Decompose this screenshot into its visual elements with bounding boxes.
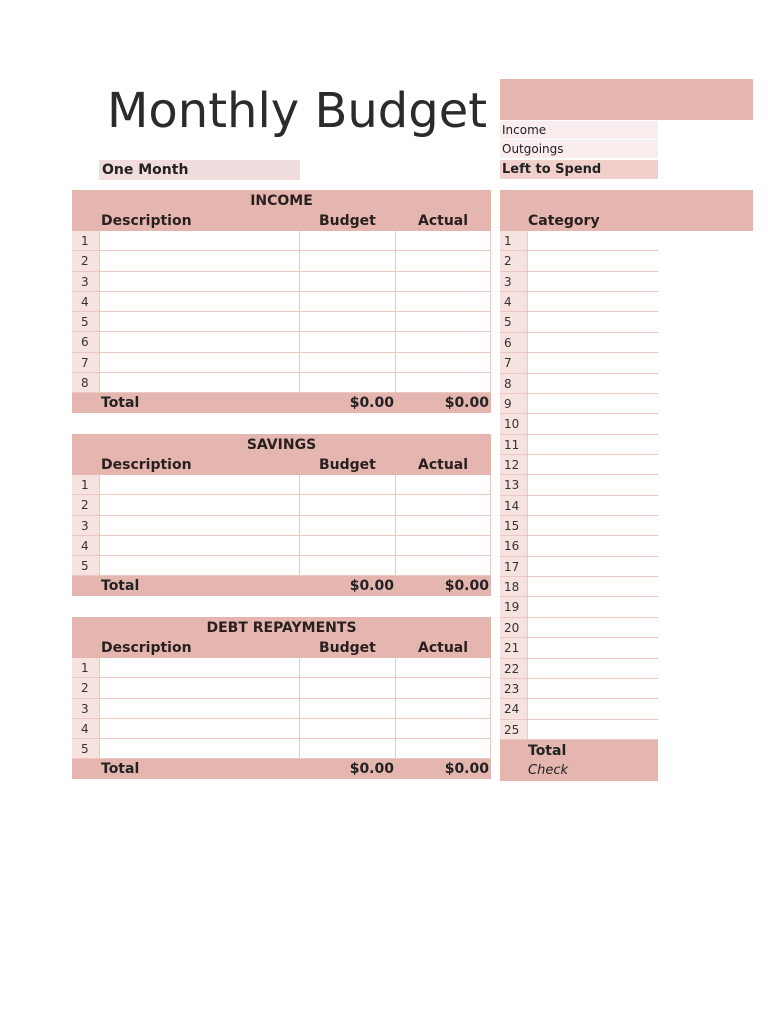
table-row — [72, 719, 491, 739]
category-row — [500, 292, 658, 312]
row-number: 15 — [500, 516, 527, 535]
category-row — [500, 597, 658, 617]
category-check-label: Check — [528, 762, 568, 778]
row-number: 1 — [72, 231, 99, 250]
table-row — [72, 353, 491, 373]
category-row — [500, 536, 658, 556]
budget-cell[interactable] — [299, 373, 396, 392]
row-number: 6 — [500, 333, 527, 352]
row-number: 12 — [500, 455, 527, 474]
budget-cell[interactable] — [299, 353, 396, 372]
debt-section — [72, 617, 491, 779]
category-section — [500, 190, 753, 781]
table-row — [72, 678, 491, 698]
savings-rows — [72, 475, 491, 576]
summary-outgoings-label: Outgoings — [500, 140, 658, 159]
description-cell[interactable] — [99, 332, 300, 351]
category-row — [500, 516, 658, 536]
category-cell[interactable] — [527, 394, 659, 413]
category-row — [500, 659, 658, 679]
savings-budget-header: Budget — [319, 457, 376, 473]
savings-section — [72, 434, 491, 596]
table-row — [72, 516, 491, 536]
row-number: 23 — [500, 679, 527, 698]
row-number: 14 — [500, 496, 527, 515]
budget-cell[interactable] — [299, 495, 396, 514]
budget-cell[interactable] — [299, 231, 396, 250]
table-row — [72, 739, 491, 759]
actual-cell[interactable] — [395, 292, 491, 311]
budget-cell[interactable] — [299, 516, 396, 535]
budget-cell[interactable] — [299, 332, 396, 351]
summary-left-to-spend-label: Left to Spend — [500, 160, 658, 180]
table-row — [72, 251, 491, 271]
category-row — [500, 435, 658, 455]
row-number: 25 — [500, 720, 527, 739]
category-row — [500, 638, 658, 658]
savings-total-label: Total — [101, 578, 140, 595]
debt-total-label: Total — [101, 761, 140, 778]
description-cell[interactable] — [99, 373, 300, 392]
row-number: 5 — [72, 739, 99, 758]
category-cell[interactable] — [527, 475, 659, 494]
row-number: 22 — [500, 659, 527, 678]
category-row — [500, 699, 658, 719]
row-number: 13 — [500, 475, 527, 494]
row-number: 10 — [500, 414, 527, 433]
category-cell[interactable] — [527, 659, 659, 678]
category-cell[interactable] — [527, 312, 659, 331]
description-cell[interactable] — [99, 739, 300, 758]
category-row — [500, 231, 658, 251]
actual-cell[interactable] — [395, 251, 491, 270]
actual-cell[interactable] — [395, 516, 491, 535]
income-total-label: Total — [101, 395, 140, 412]
description-cell[interactable] — [99, 556, 300, 575]
category-cell[interactable] — [527, 353, 659, 372]
description-cell[interactable] — [99, 658, 300, 677]
category-cell[interactable] — [527, 720, 659, 739]
category-row — [500, 475, 658, 495]
category-row — [500, 333, 658, 353]
budget-cell[interactable] — [299, 251, 396, 270]
budget-cell[interactable] — [299, 556, 396, 575]
category-cell[interactable] — [527, 536, 659, 555]
category-total-block — [500, 740, 658, 781]
page-title: Monthly Budget — [107, 83, 488, 139]
row-number: 3 — [500, 272, 527, 291]
row-number: 1 — [72, 658, 99, 677]
table-row — [72, 332, 491, 352]
description-cell[interactable] — [99, 678, 300, 697]
row-number: 24 — [500, 699, 527, 718]
income-budget-total: $0.00 — [349, 395, 394, 412]
actual-cell[interactable] — [395, 475, 491, 494]
description-cell[interactable] — [99, 272, 300, 291]
row-number: 2 — [72, 678, 99, 697]
row-number: 19 — [500, 597, 527, 616]
category-row — [500, 251, 658, 271]
category-cell[interactable] — [527, 496, 659, 515]
category-row — [500, 577, 658, 597]
category-cell[interactable] — [527, 618, 659, 637]
category-row — [500, 618, 658, 638]
row-number: 2 — [72, 251, 99, 270]
table-row — [72, 231, 491, 251]
row-number: 3 — [72, 516, 99, 535]
row-number: 6 — [72, 332, 99, 351]
table-row — [72, 536, 491, 556]
budget-cell[interactable] — [299, 719, 396, 738]
category-cell[interactable] — [527, 638, 659, 657]
debt-description-header: Description — [101, 640, 192, 656]
description-cell[interactable] — [99, 516, 300, 535]
actual-cell[interactable] — [395, 536, 491, 555]
table-row — [72, 292, 491, 312]
actual-cell[interactable] — [395, 272, 491, 291]
category-cell[interactable] — [527, 679, 659, 698]
budget-cell[interactable] — [299, 536, 396, 555]
row-number: 18 — [500, 577, 527, 596]
category-row — [500, 496, 658, 516]
table-row — [72, 373, 491, 393]
description-cell[interactable] — [99, 292, 300, 311]
budget-cell[interactable] — [299, 658, 396, 677]
category-row — [500, 312, 658, 332]
row-number: 5 — [72, 312, 99, 331]
actual-cell[interactable] — [395, 658, 491, 677]
category-cell[interactable] — [527, 292, 659, 311]
category-cell[interactable] — [527, 414, 659, 433]
description-cell[interactable] — [99, 312, 300, 331]
description-cell[interactable] — [99, 699, 300, 718]
category-row — [500, 720, 658, 740]
category-cell[interactable] — [527, 557, 659, 576]
income-section — [72, 190, 491, 413]
debt-total-row — [72, 759, 491, 779]
description-cell[interactable] — [99, 495, 300, 514]
category-total-label: Total — [528, 742, 567, 759]
row-number: 11 — [500, 435, 527, 454]
row-number: 4 — [72, 292, 99, 311]
category-cell[interactable] — [527, 699, 659, 718]
actual-cell[interactable] — [395, 719, 491, 738]
row-number: 3 — [72, 272, 99, 291]
category-rows — [500, 231, 753, 740]
income-header — [72, 190, 491, 231]
actual-cell[interactable] — [395, 332, 491, 351]
debt-title: DEBT REPAYMENTS — [206, 620, 357, 636]
actual-cell[interactable] — [395, 739, 491, 758]
savings-header — [72, 434, 491, 475]
row-number: 8 — [72, 373, 99, 392]
description-cell[interactable] — [99, 536, 300, 555]
budget-cell[interactable] — [299, 312, 396, 331]
debt-header — [72, 617, 491, 658]
income-title: INCOME — [250, 193, 313, 209]
category-cell[interactable] — [527, 455, 659, 474]
budget-cell[interactable] — [299, 739, 396, 758]
actual-cell[interactable] — [395, 556, 491, 575]
income-budget-header: Budget — [319, 213, 376, 229]
summary-header — [500, 79, 753, 120]
table-row — [72, 312, 491, 332]
summary-income-label: Income — [500, 121, 658, 140]
description-cell[interactable] — [99, 719, 300, 738]
category-header — [500, 190, 753, 231]
row-number: 16 — [500, 536, 527, 555]
row-number: 2 — [500, 251, 527, 270]
budget-cell[interactable] — [299, 292, 396, 311]
savings-actual-total: $0.00 — [444, 578, 489, 595]
row-number: 1 — [500, 231, 527, 250]
category-row — [500, 679, 658, 699]
category-row — [500, 374, 658, 394]
actual-cell[interactable] — [395, 231, 491, 250]
actual-cell[interactable] — [395, 678, 491, 697]
row-number: 2 — [72, 495, 99, 514]
row-number: 7 — [500, 353, 527, 372]
savings-description-header: Description — [101, 457, 192, 473]
category-cell[interactable] — [527, 272, 659, 291]
category-row — [500, 557, 658, 577]
table-row — [72, 475, 491, 495]
savings-total-row — [72, 576, 491, 596]
actual-cell[interactable] — [395, 373, 491, 392]
table-row — [72, 556, 491, 576]
debt-rows — [72, 658, 491, 759]
savings-budget-total: $0.00 — [349, 578, 394, 595]
table-row — [72, 658, 491, 678]
savings-actual-header: Actual — [418, 457, 469, 473]
row-number: 1 — [72, 475, 99, 494]
category-cell[interactable] — [527, 435, 659, 454]
income-rows — [72, 231, 491, 393]
row-number: 8 — [500, 374, 527, 393]
budget-cell[interactable] — [299, 272, 396, 291]
budget-cell[interactable] — [299, 678, 396, 697]
income-total-row — [72, 393, 491, 413]
category-row — [500, 272, 658, 292]
category-cell[interactable] — [527, 231, 659, 250]
table-row — [72, 699, 491, 719]
savings-title: SAVINGS — [246, 437, 317, 453]
row-number: 7 — [72, 353, 99, 372]
row-number: 21 — [500, 638, 527, 657]
debt-budget-header: Budget — [319, 640, 376, 656]
row-number: 4 — [500, 292, 527, 311]
row-number: 4 — [72, 719, 99, 738]
budget-cell[interactable] — [299, 475, 396, 494]
row-number: 5 — [72, 556, 99, 575]
row-number: 3 — [72, 699, 99, 718]
category-cell[interactable] — [527, 597, 659, 616]
description-cell[interactable] — [99, 231, 300, 250]
table-row — [72, 495, 491, 515]
category-row — [500, 414, 658, 434]
category-cell[interactable] — [527, 374, 659, 393]
category-cell[interactable] — [527, 577, 659, 596]
category-column-header: Category — [528, 213, 600, 229]
income-description-header: Description — [101, 213, 192, 229]
period-field[interactable]: One Month — [99, 160, 300, 180]
actual-cell[interactable] — [395, 353, 491, 372]
description-cell[interactable] — [99, 251, 300, 270]
category-row — [500, 353, 658, 373]
category-cell[interactable] — [527, 333, 659, 352]
debt-actual-total: $0.00 — [444, 761, 489, 778]
debt-budget-total: $0.00 — [349, 761, 394, 778]
description-cell[interactable] — [99, 475, 300, 494]
income-actual-total: $0.00 — [444, 395, 489, 412]
category-cell[interactable] — [527, 516, 659, 535]
actual-cell[interactable] — [395, 699, 491, 718]
row-number: 20 — [500, 618, 527, 637]
category-cell[interactable] — [527, 251, 659, 270]
category-row — [500, 394, 658, 414]
description-cell[interactable] — [99, 353, 300, 372]
row-number: 17 — [500, 557, 527, 576]
actual-cell[interactable] — [395, 495, 491, 514]
debt-actual-header: Actual — [418, 640, 469, 656]
category-row — [500, 455, 658, 475]
row-number: 9 — [500, 394, 527, 413]
budget-cell[interactable] — [299, 699, 396, 718]
table-row — [72, 272, 491, 292]
actual-cell[interactable] — [395, 312, 491, 331]
row-number: 5 — [500, 312, 527, 331]
row-number: 4 — [72, 536, 99, 555]
income-actual-header: Actual — [418, 213, 469, 229]
